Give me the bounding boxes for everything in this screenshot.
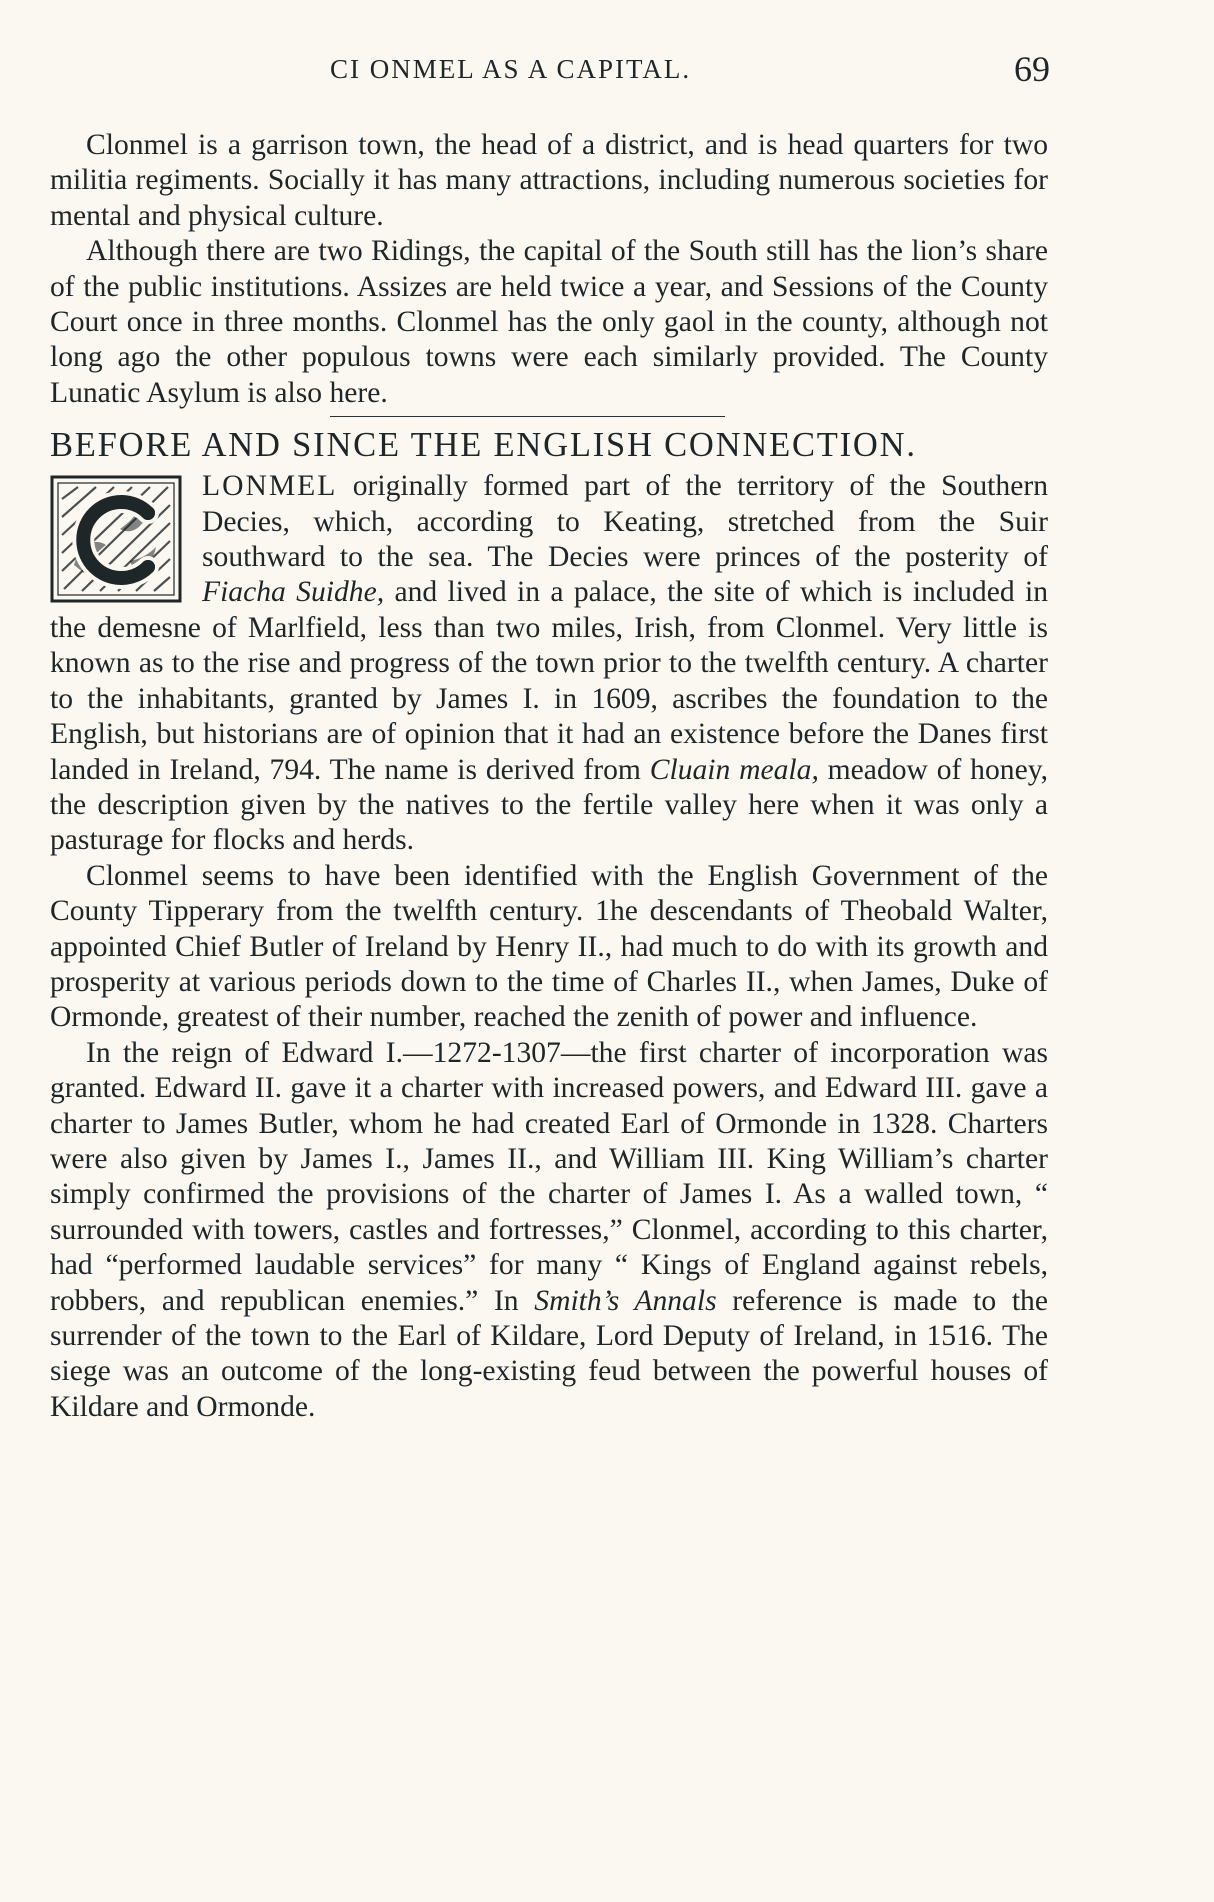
section-heading: BEFORE AND SINCE THE ENGLISH CONNECTION. [50, 426, 917, 465]
paragraph-origins-text-2: and lived in a palace, the site of which is included in the demesne of Marlfield, less than two miles, Irish, from Clonmel. Very little is known as to the rise and progress of the town prior to the twelfth century. A charter to the inhabitants, granted by James I. in 1609, ascribes the foundation to the English, but historians are of opinion that it had an existence before the Danes first landed in Ireland, 794. The name is derived from [50, 576, 1048, 786]
italic-smiths-annals: Smith’s Annals [534, 1284, 717, 1317]
paragraph-charters-text-1: In the reign of Edward I.—1272-1307—the first charter of incorporation was granted. Edward II. gave it a charter with increased powers, and Edward III. gave a charter to James Butler, whom he had created Earl of Ormonde in 1328. Charters were also given by James I., James II., and William III. King William’s charter simply confirmed the provisions of the charter of James I. As a walled town, “ surrounded with towers, castles and fortresses,” Clonmel, according to this charter, had “performed laudable services” for many “ Kings of England against rebels, robbers, and republican enemies.” In [50, 1036, 1048, 1317]
paragraph-garrison: Clonmel is a garrison town, the head of a district, and is head quarters for two militia regiments. Socially it has many attractions, including numerous societies for mental and physical culture. [50, 129, 1048, 232]
page-number: 69 [1014, 49, 1050, 89]
running-title: CI ONMEL AS A CAPITAL. [330, 54, 692, 84]
ornamental-initial [50, 475, 182, 603]
section-rule [330, 416, 725, 417]
italic-cluain-meala: Cluain meala, [649, 753, 819, 786]
paragraph-charters [50, 1036, 1048, 1425]
paragraph-charters-text-2: reference is made to the surrender of the town to the Earl of Kildare, Lord Deputy of Ireland, in 1516. The siege was an outcome of the long-existing feud between the powerful houses of Kildare and Ormonde. [50, 1284, 1048, 1423]
paragraph-origins-text-3: meadow of honey, the description given by the natives to the fertile valley here when it was only a pasturage for flocks and herds. [50, 753, 1048, 857]
paragraph-origins [50, 469, 1048, 858]
ornamental-initial-c-icon [50, 475, 182, 603]
paragraph-english-government: Clonmel seems to have been identified with the English Government of the County Tipperary from the twelfth century. 1he descendants of Theobald Walter, appointed Chief Butler of Ireland by Henry II., had much to do with its growth and prosperity at various periods down to the time of Charles II., when James, Duke of Ormonde, greatest of their number, reached the zenith of power and influence. [50, 859, 1048, 1034]
italic-fiacha-suidhe: Fiacha Suidhe, [202, 576, 385, 609]
running-head [50, 48, 1050, 92]
body-text [50, 128, 1048, 1425]
paragraph-ridings: Although there are two Ridings, the capital of the South still has the lion’s share of the public institutions. Assizes are held twice a year, and Sessions of the County Court once in three months. Clonmel has the only gaol in the county, although not long ago the other populous towns were each similarly provided. The County Lunatic Asylum is also here. [50, 235, 1048, 409]
opening-word: LONMEL [202, 470, 338, 503]
paragraph-origins-text-1: originally formed part of the territory of the Southern Decies, which, according to Keating, stretched from the Suir southward to the sea. The Decies were princes of the posterity of [202, 470, 1048, 574]
